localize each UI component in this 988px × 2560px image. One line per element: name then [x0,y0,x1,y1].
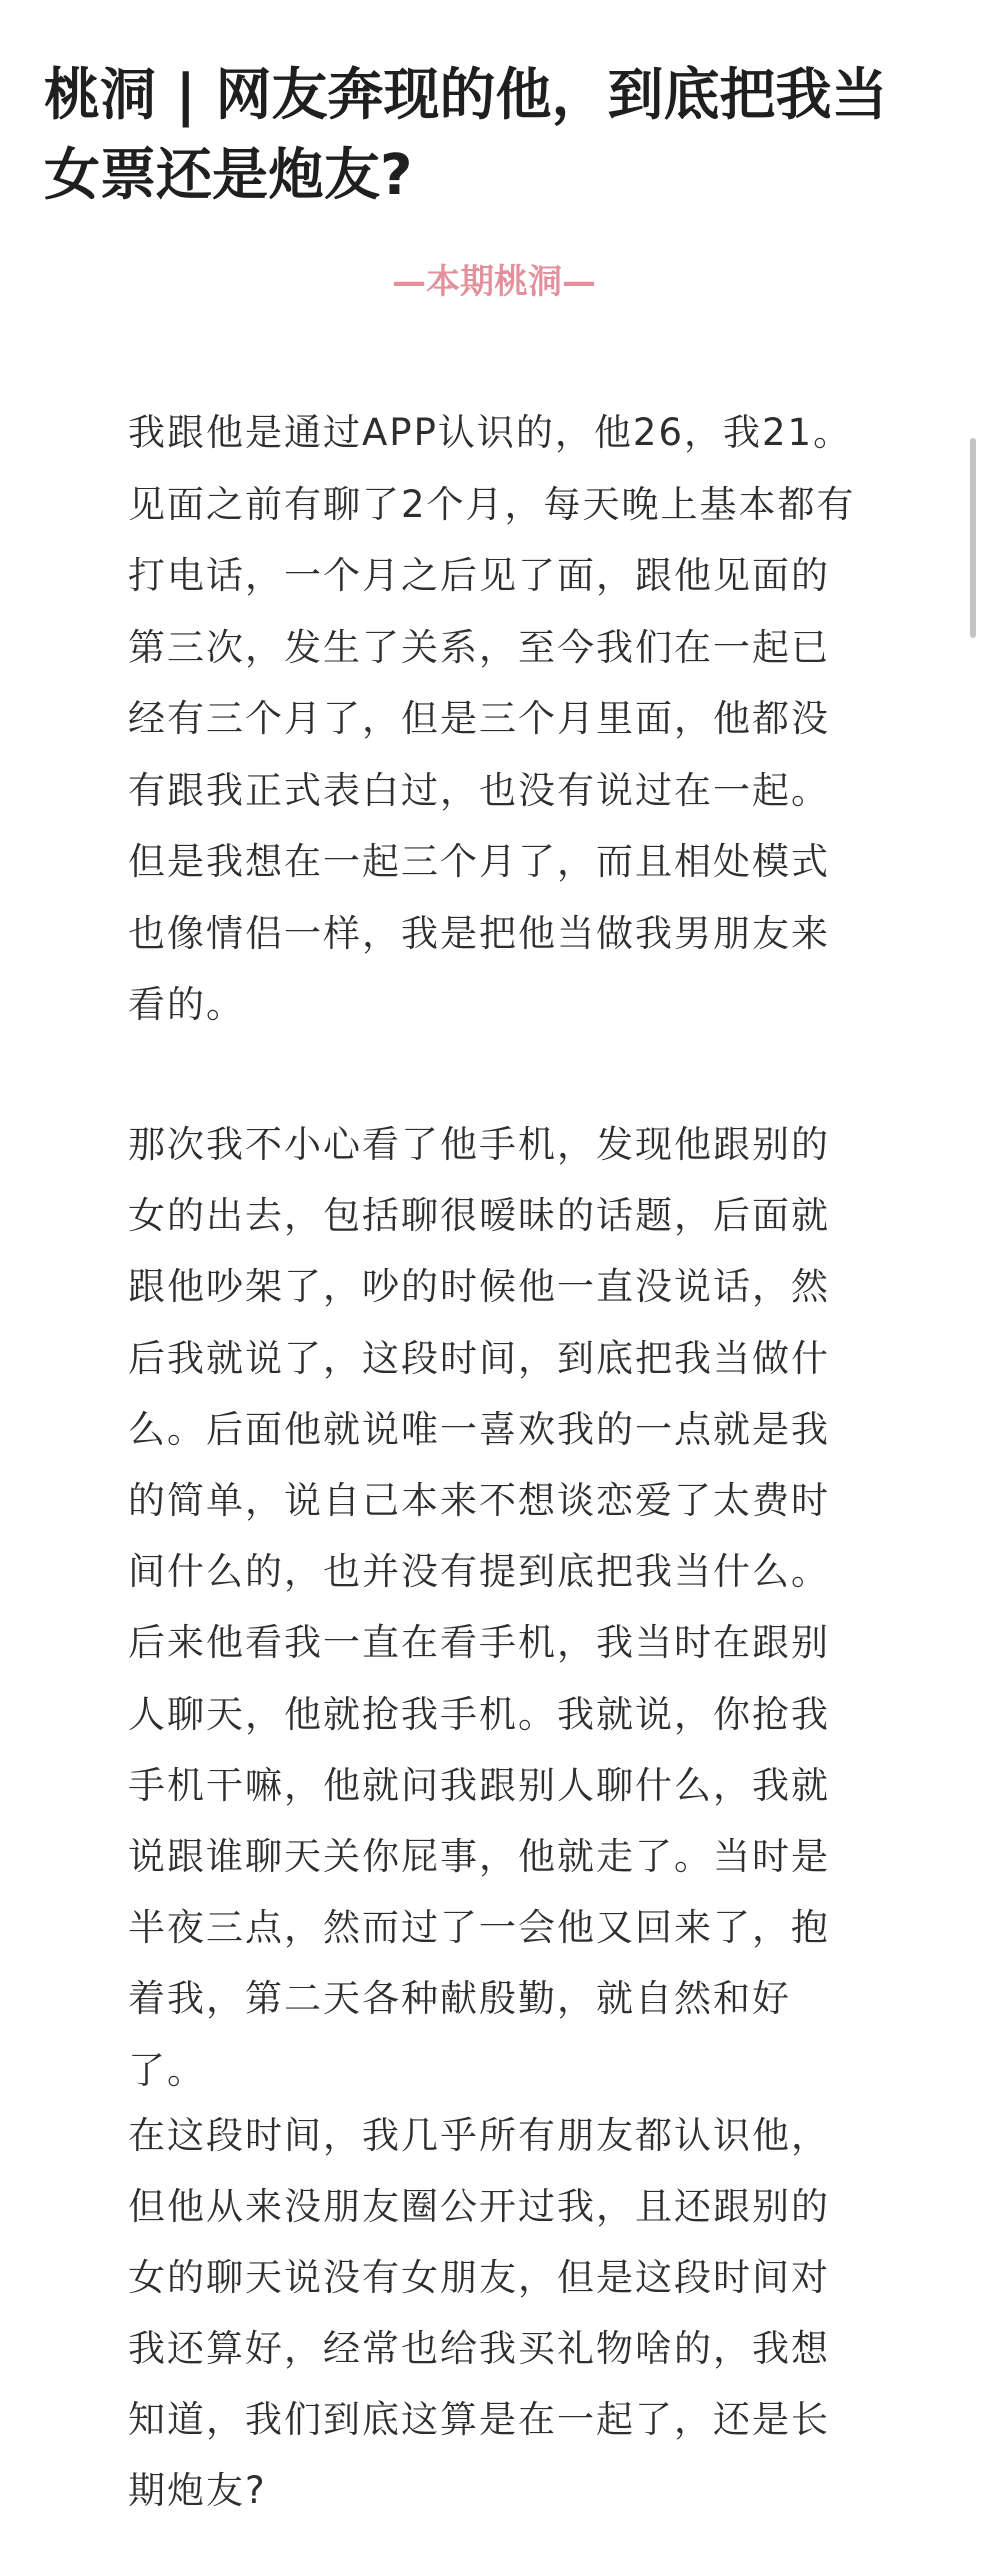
text-line: 有跟我正式表白过，也没有说过在一起。 [128,768,830,812]
text-line: 我跟他是通过APP认识的，他26，我21。 [128,411,853,454]
article-title [44,56,964,216]
text-line: 的简单，说自己本来不想谈恋爱了太费时 [128,1479,830,1523]
text-line: 但他从来没朋友圈公开过我，且还跟别的 [128,2185,830,2228]
text-line: 在这段时间，我几乎所有朋友都认识他， [128,2114,830,2157]
text-line: 第三次，发生了关系，至今我们在一起已 [128,625,830,669]
section-label: —本期桃洞— [392,262,596,302]
text-line: 我还算好，经常也给我买礼物啥的，我想 [128,2327,830,2370]
text-line: 那次我不小心看了他手机，发现他跟别的 [128,1123,830,1166]
text-line: 后来他看我一直在看手机，我当时在跟别 [128,1621,830,1665]
text-line: 期炮友? [128,2469,267,2512]
text-line: 但是我想在一起三个月了，而且相处模式 [128,840,830,883]
scrollbar[interactable] [970,438,976,638]
text-line: 经有三个月了，但是三个月里面，他都没 [128,697,830,740]
text-line: 打电话，一个月之后见了面，跟他见面的 [128,554,830,597]
text-line: 着我，第二天各种献殷勤，就自然和好 [128,1977,791,2021]
text-line: 知道，我们到底这算是在一起了，还是长 [128,2398,830,2441]
text-line: 间什么的，也并没有提到底把我当什么。 [128,1550,830,1594]
text-line: 说跟谁聊天关你屁事，他就走了。当时是 [128,1835,830,1879]
text-line: 看的。 [128,983,245,1026]
text-line: 女的聊天说没有女朋友，但是这段时间对 [128,2256,830,2299]
text-line: 了。 [128,2048,206,2092]
paragraph-2 [128,1109,908,2106]
title-line: 女票还是炮友? [44,143,413,208]
text-line: 跟他吵架了，吵的时候他一直没说话，然 [128,1265,830,1309]
text-line: 半夜三点，然而过了一会他又回来了，抱 [128,1906,830,1950]
paragraph-1 [128,397,908,1041]
text-line: 女的出去，包括聊很暧昧的话题，后面就 [128,1194,830,1238]
text-line: 么。后面他就说唯一喜欢我的一点就是我 [128,1407,830,1451]
text-line: 人聊天，他就抢我手机。我就说，你抢我 [128,1692,830,1736]
title-line: 桃洞 | 网友奔现的他，到底把我当 [44,63,888,128]
text-line: 见面之前有聊了2个月，每天晚上基本都有 [128,482,856,526]
text-line: 也像情侣一样，我是把他当做我男朋友来 [128,911,830,955]
text-line: 手机干嘛，他就问我跟别人聊什么，我就 [128,1763,830,1807]
paragraph-3 [128,2100,908,2526]
text-line: 后我就说了，这段时间，到底把我当做什 [128,1336,830,1380]
